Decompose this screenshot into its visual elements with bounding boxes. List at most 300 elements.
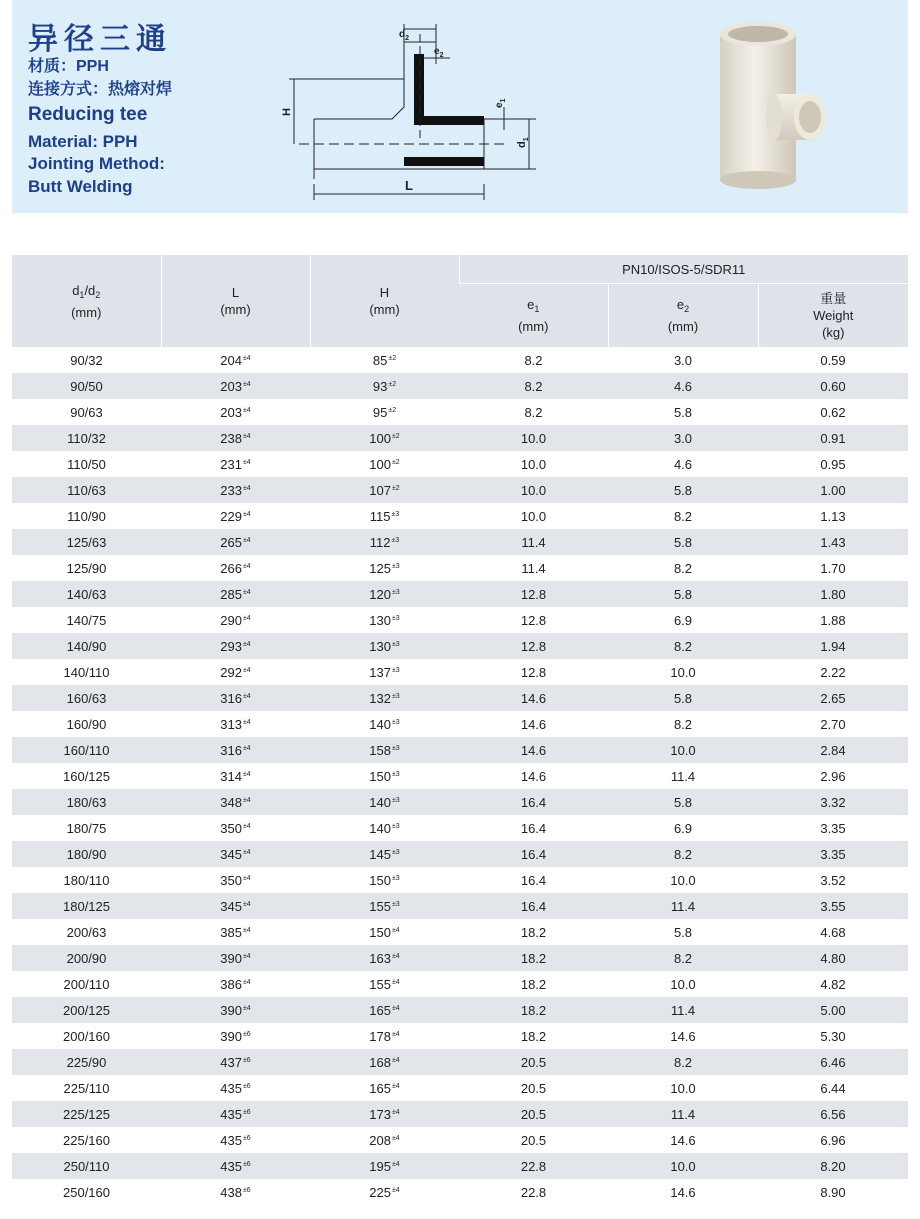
cell-height: $173^{\pm 4}$ [310,1101,459,1127]
cell-diameter: 125/63 [12,529,161,555]
cell-e2: 8.2 [608,945,758,971]
tolerance: ±4 [391,926,400,934]
header-pressure-class: PN10/ISOS-5/SDR11 [459,255,908,284]
cell-e2: 8.2 [673,716,693,732]
cell-diameter: 125/90 [66,560,107,576]
cell-height: $150^{\pm 3}$ [369,872,400,888]
cell-weight: 6.96 [820,1132,846,1148]
cell-diameter: 90/63 [70,404,103,420]
cell-length: $345^{\pm 4}$ [161,841,310,867]
header-length: L (mm) [161,255,310,347]
cell-weight: 3.35 [820,820,846,836]
header-e2: $e_2$ (mm) [608,284,758,348]
table-row [12,581,908,607]
cell-weight: 1.13 [820,508,846,524]
tolerance: ±4 [242,848,251,856]
cell-diameter: 225/110 [63,1080,110,1096]
tolerance: ±4 [242,1004,251,1012]
cell-length: $385^{\pm 4}$ [220,924,251,940]
cell-weight: 0.60 [758,373,908,399]
tolerance: ±3 [391,562,400,570]
tolerance: ±4 [242,588,251,596]
cell-length: $203^{\pm 4}$ [161,373,310,399]
cell-weight: 1.80 [758,581,908,607]
tolerance: ±6 [242,1160,251,1168]
tolerance: ±4 [242,796,251,804]
cell-e1: 18.2 [459,997,608,1023]
cell-diameter: 180/125 [12,893,161,919]
cell-height: $85^{\pm 2}$ [372,352,397,368]
tolerance: ±3 [391,536,400,544]
table-row [12,1153,908,1179]
cell-length: $390^{\pm 4}$ [161,945,310,971]
cell-height: $150^{\pm 4}$ [369,924,400,940]
cell-weight: 3.55 [758,893,908,919]
cell-diameter: 200/125 [12,997,161,1023]
cell-height: $165^{\pm 4}$ [369,1080,400,1096]
tolerance: ±4 [242,718,251,726]
cell-e1: 16.4 [459,841,608,867]
tolerance: ±4 [242,822,251,830]
tolerance: ±3 [391,770,400,778]
cell-weight: 0.62 [820,404,846,420]
cell-length: $438^{\pm 6}$ [220,1184,251,1200]
cell-height: $107^{\pm 2}$ [310,477,459,503]
cell-length: $350^{\pm 4}$ [220,872,251,888]
jointing-en-1: Jointing Method: [28,154,165,173]
cell-diameter: 140/110 [63,664,110,680]
tolerance: ±3 [391,796,400,804]
cell-length: $437^{\pm 6}$ [161,1049,310,1075]
cell-height: $130^{\pm 3}$ [369,612,400,628]
cell-height: $125^{\pm 3}$ [369,560,400,576]
cell-e1: 8.2 [459,373,608,399]
table-row [12,425,908,451]
cell-e2: 10.0 [608,737,758,763]
tolerance: ±3 [391,744,400,752]
cell-e2: 14.6 [670,1132,696,1148]
tolerance: ±4 [242,562,251,570]
tolerance: ±2 [388,354,397,362]
cell-e2: 11.4 [670,768,696,784]
tolerance: ±6 [242,1186,251,1194]
diagram-label-e2: $e_2$ [434,46,444,59]
jointing-en-2: Butt Welding [28,177,133,196]
cell-height: $140^{\pm 3}$ [369,716,400,732]
cell-e1: 14.6 [520,716,547,732]
diagram-label-d2: $d_2$ [399,29,410,42]
table-row [12,659,908,685]
cell-length: $290^{\pm 4}$ [220,612,251,628]
cell-height: $225^{\pm 4}$ [369,1184,400,1200]
tolerance: ±3 [391,718,400,726]
cell-height: $195^{\pm 4}$ [310,1153,459,1179]
cell-length: $229^{\pm 4}$ [220,508,251,524]
cell-height: $120^{\pm 3}$ [310,581,459,607]
tolerance: ±4 [391,1160,400,1168]
tolerance: ±4 [391,1004,400,1012]
cell-e1: 22.8 [520,1184,547,1200]
cell-length: $238^{\pm 4}$ [161,425,310,451]
cell-length: $314^{\pm 4}$ [220,768,251,784]
cell-diameter: 180/110 [63,872,110,888]
table-row [12,685,908,711]
tolerance: ±6 [242,1134,251,1142]
cell-e1: 18.2 [520,976,547,992]
tolerance: ±6 [242,1056,251,1064]
cell-height: $158^{\pm 3}$ [310,737,459,763]
cell-length: $435^{\pm 6}$ [161,1153,310,1179]
table-row [12,373,908,399]
table-row [12,1127,908,1153]
table-row [12,841,908,867]
table-row [12,529,908,555]
table-row [12,789,908,815]
cell-length: $350^{\pm 4}$ [220,820,251,836]
tolerance: ±4 [391,1056,400,1064]
cell-e1: 10.0 [459,425,608,451]
cell-height: $208^{\pm 4}$ [369,1132,400,1148]
tolerance: ±4 [242,978,251,986]
cell-e2: 5.8 [608,581,758,607]
tolerance: ±4 [391,978,400,986]
cell-e1: 14.6 [459,685,608,711]
cell-height: $140^{\pm 3}$ [310,789,459,815]
cell-e1: 20.5 [520,1080,547,1096]
cell-weight: 6.56 [758,1101,908,1127]
table-row [12,477,908,503]
cell-length: $285^{\pm 4}$ [161,581,310,607]
table-row [12,945,908,971]
tolerance: ±3 [391,692,400,700]
cell-length: $265^{\pm 4}$ [161,529,310,555]
cell-e2: 6.9 [673,820,693,836]
cell-length: $390^{\pm 4}$ [161,997,310,1023]
material-en: Material: PPH [28,132,138,151]
cell-e2: 8.2 [608,1049,758,1075]
tolerance: ±4 [242,614,251,622]
cell-diameter: 110/63 [12,477,161,503]
cell-e1: 16.4 [459,789,608,815]
cell-diameter: 200/63 [66,924,107,940]
cell-length: $345^{\pm 4}$ [161,893,310,919]
diagram-label-h: H [281,108,293,116]
cell-e2: 5.8 [673,924,693,940]
cell-length: $348^{\pm 4}$ [161,789,310,815]
cell-diameter: 140/63 [12,581,161,607]
tolerance: ±4 [242,640,251,648]
cell-diameter: 140/75 [66,612,107,628]
tolerance: ±4 [391,952,400,960]
tolerance: ±4 [242,900,251,908]
tolerance: ±4 [242,874,251,882]
cell-diameter: 200/110 [63,976,110,992]
cell-e1: 12.8 [520,612,547,628]
cell-weight: 5.00 [758,997,908,1023]
cell-height: $112^{\pm 3}$ [310,529,459,555]
cell-height: $165^{\pm 4}$ [310,997,459,1023]
cell-e2: 14.6 [670,1028,696,1044]
tolerance: ±4 [242,432,251,440]
table-row [12,763,908,789]
tolerance: ±4 [242,458,251,466]
cell-e1: 20.5 [520,1132,547,1148]
tolerance: ±4 [242,484,251,492]
cell-diameter: 180/90 [12,841,161,867]
cell-diameter: 225/125 [12,1101,161,1127]
cell-weight: 1.70 [820,560,846,576]
cell-e2: 5.8 [608,529,758,555]
cell-diameter: 90/32 [70,352,103,368]
cell-e2: 5.8 [608,789,758,815]
tolerance: ±4 [391,1030,400,1038]
tolerance: ±4 [242,926,251,934]
tolerance: ±4 [242,666,251,674]
cell-weight: 4.80 [758,945,908,971]
table-row [12,919,908,945]
tolerance: ±3 [391,614,400,622]
cell-height: $145^{\pm 3}$ [310,841,459,867]
cell-e2: 10.0 [608,1153,758,1179]
cell-diameter: 110/50 [67,456,106,472]
cell-weight: 8.20 [758,1153,908,1179]
cell-diameter: 225/90 [12,1049,161,1075]
cell-e2: 4.6 [673,456,693,472]
cell-e1: 18.2 [520,1028,547,1044]
cell-height: $140^{\pm 3}$ [369,820,400,836]
header-e1: $e_1$ (mm) [459,284,608,348]
cell-length: $231^{\pm 4}$ [220,456,251,472]
cell-weight: 6.44 [820,1080,846,1096]
tolerance: ±4 [391,1134,400,1142]
cell-e1: 18.2 [520,924,547,940]
cell-length: $386^{\pm 4}$ [220,976,251,992]
tolerance: ±4 [391,1186,400,1194]
cell-length: $292^{\pm 4}$ [220,664,251,680]
tolerance: ±4 [242,354,251,362]
cell-height: $93^{\pm 2}$ [310,373,459,399]
cell-length: $435^{\pm 6}$ [220,1080,251,1096]
cell-e1: 12.8 [459,633,608,659]
table-row [12,503,908,529]
product-header [12,0,908,213]
cell-e2: 4.6 [608,373,758,399]
table-row [12,893,908,919]
tolerance: ±3 [391,874,400,882]
table-row [12,633,908,659]
cell-diameter: 110/90 [67,508,106,524]
cell-length: $313^{\pm 4}$ [220,716,251,732]
cell-e1: 8.2 [524,352,543,368]
cell-weight: 5.30 [820,1028,846,1044]
table-row [12,1101,908,1127]
cell-height: $163^{\pm 4}$ [310,945,459,971]
table-row [12,607,908,633]
table-row [12,1023,908,1049]
cell-diameter: 160/90 [66,716,107,732]
cell-height: $130^{\pm 3}$ [310,633,459,659]
cell-e2: 5.8 [673,404,693,420]
cell-length: $316^{\pm 4}$ [161,685,310,711]
cell-diameter: 250/110 [12,1153,161,1179]
tolerance: ±4 [242,952,251,960]
cell-diameter: 180/75 [66,820,107,836]
cell-diameter: 160/110 [12,737,161,763]
cell-length: $293^{\pm 4}$ [161,633,310,659]
cell-e1: 16.4 [520,872,547,888]
product-photo [702,16,832,192]
tolerance: ±3 [391,822,400,830]
table-row [12,1075,908,1101]
cell-weight: 2.84 [758,737,908,763]
cell-weight: 6.46 [758,1049,908,1075]
table-row [12,815,908,841]
diagram-label-d1: $d_1$ [516,137,530,148]
cell-height: $137^{\pm 3}$ [369,664,400,680]
cell-e1: 12.8 [520,664,547,680]
table-row [12,867,908,893]
tolerance: ±4 [242,744,251,752]
header-weight: 重量 Weight (kg) [758,284,908,348]
tolerance: ±4 [242,510,251,518]
tolerance: ±4 [242,380,251,388]
tolerance: ±4 [391,1082,400,1090]
tolerance: ±3 [391,510,400,518]
header-diameter: $d_1/d_2$ (mm) [12,255,161,347]
cell-e2: 10.0 [670,976,696,992]
cell-e2: 11.4 [608,1101,758,1127]
cell-e1: 14.6 [520,768,547,784]
tolerance: ±2 [388,406,397,414]
table-row [12,1049,908,1075]
cell-weight: 4.82 [820,976,846,992]
spec-table [12,255,908,1205]
cell-e1: 8.2 [524,404,543,420]
cell-height: $95^{\pm 2}$ [372,404,397,420]
table-row [12,971,908,997]
material-cn: 材质：PPH [28,58,109,75]
cell-e2: 10.0 [670,664,696,680]
cell-weight: 8.90 [820,1184,846,1200]
tolerance: ±3 [391,900,400,908]
tolerance: ±6 [242,1030,251,1038]
table-row [12,997,908,1023]
tolerance: ±3 [391,640,400,648]
cell-weight: 3.32 [758,789,908,815]
tolerance: ±4 [242,692,251,700]
cell-e1: 14.6 [459,737,608,763]
cell-e1: 10.0 [520,456,547,472]
tolerance: ±4 [391,1108,400,1116]
cell-weight: 1.94 [758,633,908,659]
header-height: H (mm) [310,255,459,347]
cell-e1: 11.4 [521,560,546,576]
cell-e1: 16.4 [459,893,608,919]
cell-height: $100^{\pm 2}$ [310,425,459,451]
tolerance: ±3 [391,848,400,856]
jointing-cn: 连接方式：热熔对焊 [28,81,173,98]
cell-weight: 0.59 [820,352,846,368]
cell-weight: 3.35 [758,841,908,867]
cell-weight: 1.00 [758,477,908,503]
table-row [12,1179,908,1205]
cell-e2: 8.2 [673,560,693,576]
cell-length: $390^{\pm 6}$ [220,1028,251,1044]
table-row [12,451,908,477]
cell-e1: 12.8 [459,581,608,607]
cell-length: $203^{\pm 4}$ [220,404,251,420]
cell-length: $204^{\pm 4}$ [220,352,251,368]
cell-diameter: 160/125 [63,768,110,784]
cell-weight: 1.43 [758,529,908,555]
table-row [12,711,908,737]
cell-e1: 22.8 [459,1153,608,1179]
tolerance: ±2 [391,458,400,466]
cell-e2: 5.8 [608,477,758,503]
cell-diameter: 250/160 [63,1184,110,1200]
cell-length: $233^{\pm 4}$ [161,477,310,503]
tolerance: ±4 [242,536,251,544]
diagram-label-l: L [405,178,413,193]
title-cn: 异径三通 [28,23,172,56]
reducing-tee-diagram [274,14,546,206]
cell-diameter: 200/90 [12,945,161,971]
cell-e2: 11.4 [608,893,758,919]
cell-weight: 4.68 [820,924,846,940]
cell-height: $155^{\pm 3}$ [310,893,459,919]
cell-length: $316^{\pm 4}$ [161,737,310,763]
diagram-label-e1: $e_1$ [494,98,507,108]
cell-e1: 20.5 [459,1101,608,1127]
cell-e2: 10.0 [670,1080,696,1096]
tolerance: ±6 [242,1082,251,1090]
tolerance: ±4 [242,770,251,778]
cell-e2: 3.0 [608,425,758,451]
cell-height: $132^{\pm 3}$ [310,685,459,711]
cell-height: $155^{\pm 4}$ [369,976,400,992]
cell-diameter: 200/160 [63,1028,110,1044]
cell-height: $178^{\pm 4}$ [369,1028,400,1044]
cell-e1: 18.2 [459,945,608,971]
cell-weight: 2.65 [758,685,908,711]
cell-e1: 10.0 [520,508,547,524]
cell-length: $435^{\pm 6}$ [220,1132,251,1148]
cell-length: $435^{\pm 6}$ [161,1101,310,1127]
cell-weight: 2.96 [820,768,846,784]
tolerance: ±2 [388,380,397,388]
cell-weight: 2.22 [820,664,846,680]
cell-e2: 6.9 [673,612,693,628]
table-row [12,737,908,763]
cell-height: $150^{\pm 3}$ [369,768,400,784]
cell-length: $266^{\pm 4}$ [220,560,251,576]
cell-e2: 10.0 [670,872,696,888]
cell-e2: 5.8 [608,685,758,711]
table-row [12,555,908,581]
cell-e1: 16.4 [520,820,547,836]
cell-weight: 0.91 [758,425,908,451]
cell-weight: 3.52 [820,872,846,888]
cell-e1: 20.5 [459,1049,608,1075]
table-row [12,399,908,425]
cell-e2: 8.2 [608,633,758,659]
cell-diameter: 140/90 [12,633,161,659]
cell-diameter: 225/160 [63,1132,110,1148]
table-row [12,347,908,373]
cell-weight: 1.88 [820,612,846,628]
cell-e2: 11.4 [608,997,758,1023]
cell-height: $100^{\pm 2}$ [369,456,400,472]
